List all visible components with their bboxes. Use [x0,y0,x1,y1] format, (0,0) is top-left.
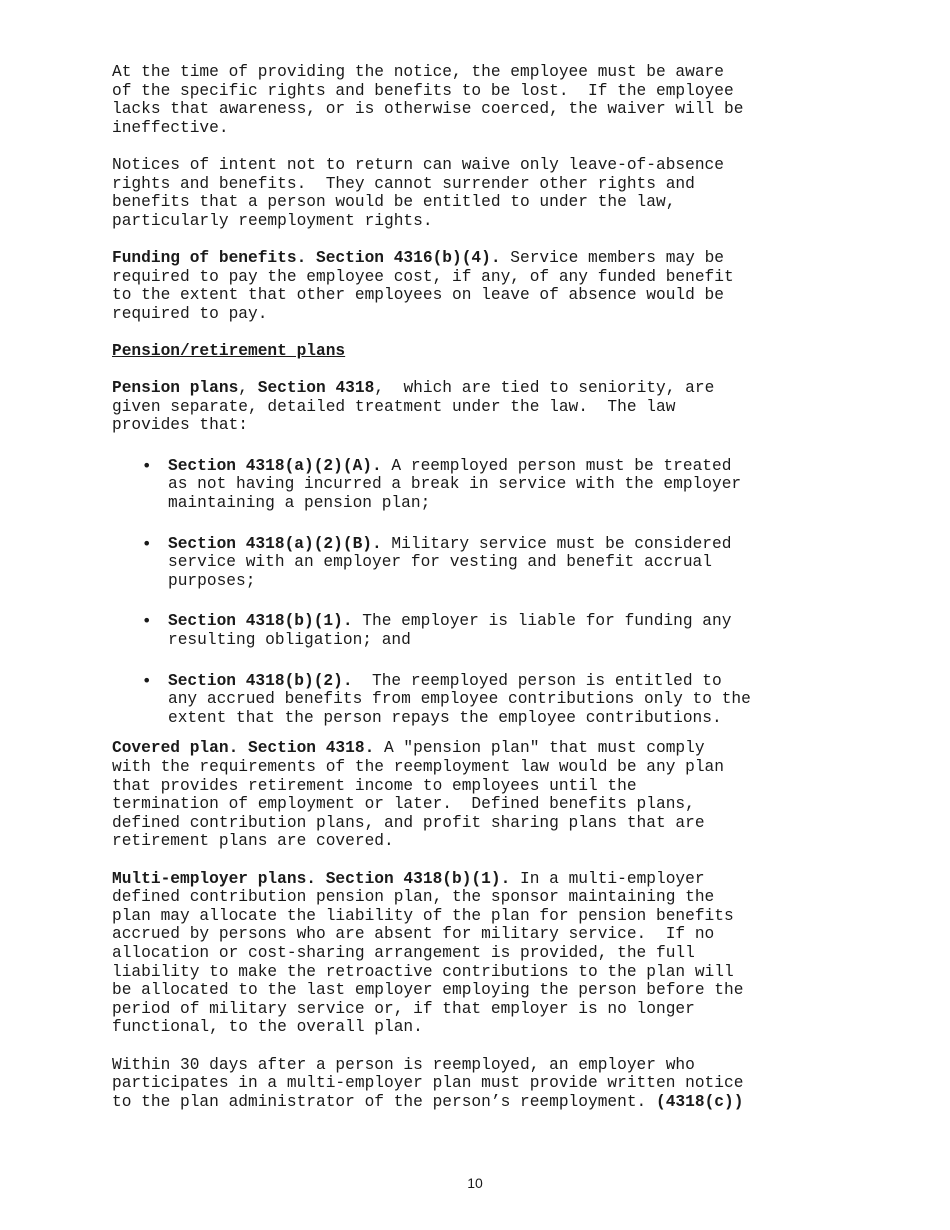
paragraph-multi-employer-plans [112,870,847,1037]
list-item [112,535,847,591]
covered-plan-body: A "pension plan" that must comply with the requirements of the reemployment law would be any plan that provides retirement income to employees until the termination of employment or later. Defined benefits plans, defined contribution plans, and profit sharing plans that are retirement plans are covered. [112,739,724,851]
funding-body: Service members may be required to pay the employee cost, if any, of any funded benefit to the extent that other employees on leave of absence would be required to pay. [112,248,734,323]
section-heading-pension-retirement [112,342,847,361]
bullet-icon: • [142,670,152,690]
bullet-body: A reemployed person must be treated as not having incurred a break in service with the employer maintaining a pension plan; [168,456,742,513]
paragraph-covered-plan [112,739,847,851]
list-item [112,672,847,728]
list-item [112,457,847,513]
bullet-heading: Section 4318(a)(2)(B). [168,534,382,553]
paragraph-pension-plans [112,379,847,435]
pension-retirement-heading: Pension/retirement plans [112,341,346,360]
paragraph-funding-of-benefits [112,249,847,323]
multi-employer-body: In a multi-employer defined contribution pension plan, the sponsor maintaining the plan may allocate the liability of the plan for pension benefits accrued by persons who are absent for military service. If no allocation or cost-sharing arrangement is provided, the full liability to make the retroactive contributions to the plan will be allocated to the last employer employing the person before the period of military service or, if that employer is no longer functional, to the overall plan. [112,869,744,1037]
bullet-body: The employer is liable for funding any resulting obligation; and [168,612,732,650]
bullet-heading: Section 4318(b)(2). [168,671,353,690]
pension-plans-section: Section 4318 [257,379,375,398]
paragraph-waiver-awareness: At the time of providing the notice, the employee must be aware of the specific rights and benefits to be lost. If the employee lacks that awareness, or is otherwise coerced, the waiver will be ineffective. [112,63,744,137]
document-page [112,63,847,1111]
bullet-icon: • [142,533,152,553]
bullet-icon: • [142,455,152,475]
reemployment-notice-body: Within 30 days after a person is reemployed, an employer who participates in a multi-employer plan must provide written notice to the plan administrator of the person’s reemployment. [112,1055,744,1111]
paragraph-notices-of-intent: Notices of intent not to return can waive only leave-of-absence rights and benefits. They cannot surrender other rights and benefits that a person would be entitled to under the law, particularly reemployment rights. [112,155,724,230]
page-number: 10 [467,1175,483,1191]
bullet-body: Military service must be considered service with an employer for vesting and benefit accrual purposes; [168,534,732,590]
paragraph-reemployment-notice [112,1056,847,1112]
bullet-body: The reemployed person is entitled to any accrued benefits from employee contributions only to the extent that the person repays the employee contributions. [168,671,751,727]
reemployment-notice-citation: (4318(c)) [656,1092,744,1111]
bullet-heading: Section 4318(a)(2)(A). [168,456,382,475]
pension-plans-heading: Pension plans [112,379,239,398]
funding-heading: Funding of benefits. Section 4316(b)(4). [112,248,501,267]
pension-plans-body: , which are tied to seniority, are given separate, detailed treatment under the law. The law provides that: [112,379,715,435]
multi-employer-heading: Multi-employer plans. Section 4318(b)(1). [112,869,511,888]
list-item [112,612,847,649]
bullet-heading: Section 4318(b)(1). [168,612,353,631]
pension-plans-comma: , [238,379,258,398]
bullet-icon: • [142,611,152,631]
pension-provisions-list [112,457,847,728]
covered-plan-heading: Covered plan. Section 4318. [112,739,375,758]
